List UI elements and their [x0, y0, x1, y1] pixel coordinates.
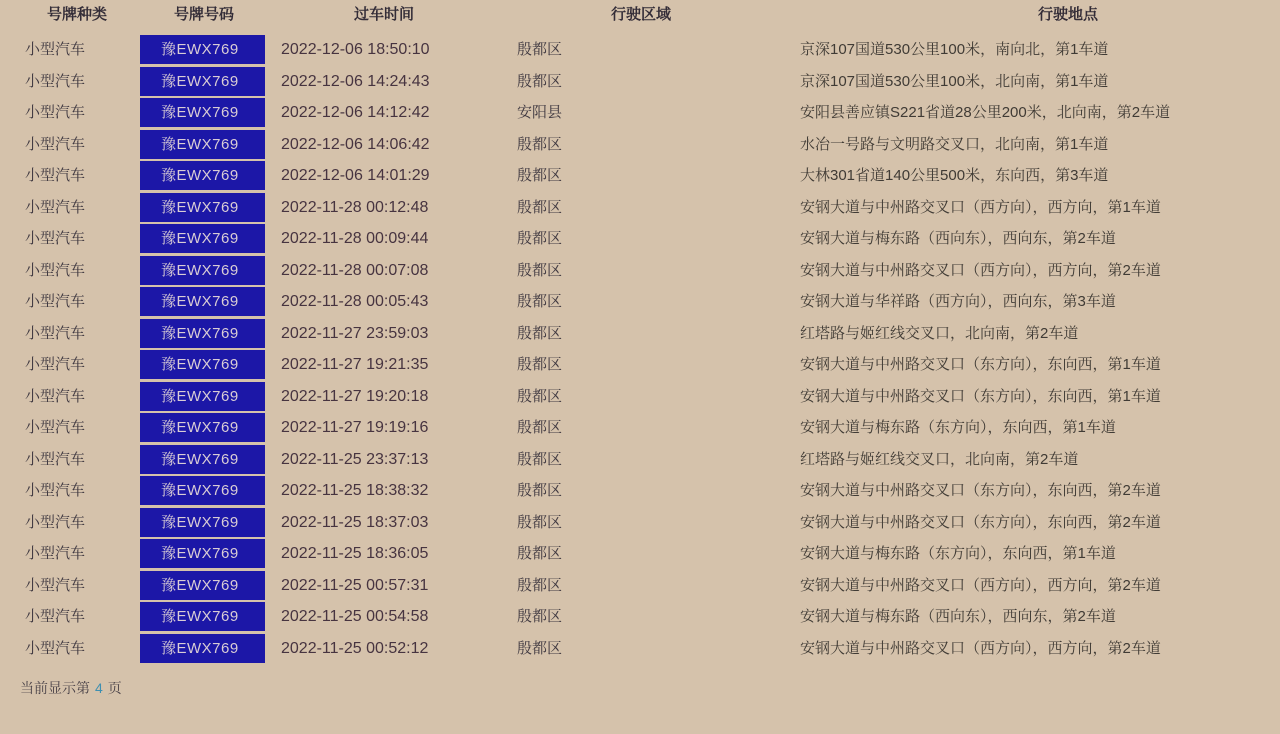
- column-header-location: 行驶地点: [1037, 6, 1099, 23]
- location-cell: 安钢大道与中州路交叉口（东方向），东向西，第2车道: [800, 482, 1161, 499]
- pass-time-cell: 2022-11-25 23:37:13: [281, 450, 429, 468]
- plate-type-cell: 小型汽车: [25, 324, 86, 342]
- plate-type-cell: 小型汽车: [25, 198, 86, 216]
- table-row: [0, 538, 1280, 570]
- plate-number-cell: [140, 66, 265, 98]
- plate-number-badge[interactable]: 豫EWX769: [140, 413, 265, 442]
- column-header-plate-number: 号牌号码: [173, 6, 235, 23]
- plate-type-cell: 小型汽车: [25, 104, 86, 121]
- plate-number-cell: [140, 318, 265, 350]
- region-cell: 安阳县: [517, 104, 563, 121]
- location-cell: 安钢大道与中州路交叉口（东方向），东向西，第1车道: [800, 356, 1161, 373]
- region-cell: 殷都区: [517, 324, 563, 342]
- region-cell: 殷都区: [517, 41, 563, 58]
- table-row: [0, 160, 1280, 192]
- pass-time-cell: 2022-11-27 23:59:03: [281, 324, 429, 342]
- location-cell: 安钢大道与中州路交叉口（东方向），东向西，第1车道: [800, 387, 1161, 405]
- region-cell: 殷都区: [517, 450, 563, 468]
- plate-number-badge[interactable]: 豫EWX769: [140, 98, 265, 127]
- table-row: [0, 349, 1280, 381]
- plate-number-cell: [140, 192, 265, 224]
- column-header-region: 行驶区域: [610, 6, 672, 23]
- pass-time-cell: 2022-12-06 18:50:10: [281, 41, 430, 58]
- table-row: [0, 223, 1280, 255]
- location-cell: 安钢大道与中州路交叉口（西方向），西方向，第2车道: [800, 261, 1161, 279]
- region-cell: 殷都区: [517, 419, 563, 436]
- location-cell: 红塔路与姬红线交叉口，北向南，第2车道: [800, 324, 1079, 342]
- plate-number-badge[interactable]: 豫EWX769: [140, 476, 265, 505]
- table-row: [0, 97, 1280, 129]
- pass-time-cell: 2022-11-25 18:37:03: [281, 513, 429, 531]
- location-cell: 安钢大道与中州路交叉口（东方向），东向西，第2车道: [800, 513, 1161, 531]
- plate-number-badge[interactable]: 豫EWX769: [140, 508, 265, 537]
- region-cell: 殷都区: [517, 230, 563, 247]
- plate-number-badge[interactable]: 豫EWX769: [140, 193, 265, 222]
- region-cell: 殷都区: [517, 513, 563, 531]
- pagination-status: [20, 678, 122, 698]
- plate-number-badge[interactable]: 豫EWX769: [140, 287, 265, 316]
- table-row: [0, 318, 1280, 350]
- table-row: [0, 255, 1280, 287]
- region-cell: 殷都区: [517, 72, 563, 90]
- plate-type-cell: 小型汽车: [25, 387, 86, 405]
- column-header-plate-type: 号牌种类: [46, 6, 108, 23]
- pagination-prefix: 当前显示第: [20, 680, 90, 696]
- plate-type-cell: 小型汽车: [25, 135, 86, 153]
- plate-type-cell: 小型汽车: [25, 293, 86, 310]
- plate-type-cell: 小型汽车: [25, 639, 86, 657]
- region-cell: 殷都区: [517, 482, 563, 499]
- location-cell: 安钢大道与华祥路（西方向），西向东，第3车道: [800, 293, 1116, 310]
- pass-time-cell: 2022-12-06 14:24:43: [281, 72, 430, 90]
- plate-number-cell: [140, 255, 265, 287]
- pass-time-cell: 2022-11-27 19:19:16: [281, 419, 429, 436]
- pass-time-cell: 2022-11-27 19:20:18: [281, 387, 429, 405]
- pass-time-cell: 2022-11-25 00:52:12: [281, 639, 429, 657]
- plate-type-cell: 小型汽车: [25, 419, 86, 436]
- plate-number-cell: [140, 570, 265, 602]
- location-cell: 安钢大道与梅东路（西向东），西向东，第2车道: [800, 230, 1116, 247]
- pass-time-cell: 2022-11-28 00:05:43: [281, 293, 429, 310]
- plate-type-cell: 小型汽车: [25, 545, 86, 562]
- table-row: [0, 507, 1280, 539]
- plate-number-cell: [140, 601, 265, 633]
- plate-type-cell: 小型汽车: [25, 482, 86, 499]
- pass-time-cell: 2022-11-25 00:57:31: [281, 576, 429, 594]
- table-row: [0, 34, 1280, 66]
- table-row: [0, 286, 1280, 318]
- plate-type-cell: 小型汽车: [25, 230, 86, 247]
- plate-type-cell: 小型汽车: [25, 41, 86, 58]
- plate-number-cell: [140, 444, 265, 476]
- plate-number-badge[interactable]: 豫EWX769: [140, 67, 265, 96]
- location-cell: 京深107国道530公里100米，北向南，第1车道: [800, 72, 1109, 90]
- plate-type-cell: 小型汽车: [25, 72, 86, 90]
- plate-number-badge[interactable]: 豫EWX769: [140, 130, 265, 159]
- region-cell: 殷都区: [517, 261, 563, 279]
- region-cell: 殷都区: [517, 387, 563, 405]
- pagination-suffix: 页: [107, 680, 122, 696]
- pass-time-cell: 2022-11-28 00:12:48: [281, 198, 429, 216]
- region-cell: 殷都区: [517, 576, 563, 594]
- pass-time-cell: 2022-12-06 14:12:42: [281, 104, 430, 121]
- plate-number-badge[interactable]: 豫EWX769: [140, 256, 265, 285]
- plate-number-cell: [140, 223, 265, 255]
- plate-number-badge[interactable]: 豫EWX769: [140, 602, 265, 631]
- plate-type-cell: 小型汽车: [25, 450, 86, 468]
- location-cell: 安阳县善应镇S221省道28公里200米，北向南，第2车道: [800, 104, 1171, 121]
- table-row: [0, 412, 1280, 444]
- location-cell: 安钢大道与中州路交叉口（西方向），西方向，第1车道: [800, 198, 1161, 216]
- location-cell: 安钢大道与梅东路（东方向），东向西，第1车道: [800, 545, 1116, 562]
- region-cell: 殷都区: [517, 198, 563, 216]
- table-row: [0, 129, 1280, 161]
- plate-number-cell: [140, 349, 265, 381]
- plate-number-cell: [140, 160, 265, 192]
- plate-type-cell: 小型汽车: [25, 356, 86, 373]
- plate-number-badge[interactable]: 豫EWX769: [140, 319, 265, 348]
- pass-time-cell: 2022-11-25 18:38:32: [281, 482, 429, 499]
- column-header-pass-time: 过车时间: [353, 6, 415, 23]
- table-row: [0, 570, 1280, 602]
- location-cell: 京深107国道530公里100米，南向北，第1车道: [800, 41, 1109, 58]
- plate-type-cell: 小型汽车: [25, 167, 86, 184]
- location-cell: 安钢大道与梅东路（东方向），东向西，第1车道: [800, 419, 1116, 436]
- location-cell: 大林301省道140公里500米，东向西，第3车道: [800, 167, 1109, 184]
- region-cell: 殷都区: [517, 545, 563, 562]
- table-row: [0, 66, 1280, 98]
- plate-type-cell: 小型汽车: [25, 576, 86, 594]
- table-header: [0, 0, 1280, 34]
- plate-number-badge[interactable]: 豫EWX769: [140, 382, 265, 411]
- table-row: [0, 601, 1280, 633]
- region-cell: 殷都区: [517, 356, 563, 373]
- plate-number-badge[interactable]: 豫EWX769: [140, 634, 265, 663]
- location-cell: 安钢大道与中州路交叉口（西方向），西方向，第2车道: [800, 576, 1161, 594]
- plate-type-cell: 小型汽车: [25, 513, 86, 531]
- table-row: [0, 381, 1280, 413]
- table-row: [0, 633, 1280, 665]
- location-cell: 水冶一号路与文明路交叉口，北向南，第1车道: [800, 135, 1109, 153]
- region-cell: 殷都区: [517, 639, 563, 657]
- location-cell: 安钢大道与中州路交叉口（西方向），西方向，第2车道: [800, 639, 1161, 657]
- table-body: [0, 34, 1280, 664]
- plate-number-badge[interactable]: 豫EWX769: [140, 161, 265, 190]
- pass-time-cell: 2022-11-27 19:21:35: [281, 356, 429, 373]
- plate-number-cell: [140, 412, 265, 444]
- plate-type-cell: 小型汽车: [25, 261, 86, 279]
- pass-time-cell: 2022-12-06 14:01:29: [281, 167, 430, 184]
- plate-number-cell: [140, 34, 265, 66]
- plate-number-cell: [140, 97, 265, 129]
- pass-time-cell: 2022-11-28 00:07:08: [281, 261, 429, 279]
- location-cell: 红塔路与姬红线交叉口，北向南，第2车道: [800, 450, 1079, 468]
- pass-time-cell: 2022-11-28 00:09:44: [281, 230, 429, 247]
- plate-number-cell: [140, 381, 265, 413]
- plate-number-badge[interactable]: 豫EWX769: [140, 539, 265, 568]
- plate-number-cell: [140, 633, 265, 665]
- plate-number-cell: [140, 286, 265, 318]
- pass-time-cell: 2022-11-25 18:36:05: [281, 545, 429, 562]
- plate-number-badge[interactable]: 豫EWX769: [140, 571, 265, 600]
- plate-number-cell: [140, 129, 265, 161]
- table-row: [0, 475, 1280, 507]
- plate-number-cell: [140, 475, 265, 507]
- region-cell: 殷都区: [517, 167, 563, 184]
- region-cell: 殷都区: [517, 135, 563, 153]
- region-cell: 殷都区: [517, 608, 563, 625]
- region-cell: 殷都区: [517, 293, 563, 310]
- plate-number-badge[interactable]: 豫EWX769: [140, 224, 265, 253]
- table-row: [0, 444, 1280, 476]
- plate-type-cell: 小型汽车: [25, 608, 86, 625]
- plate-number-badge[interactable]: 豫EWX769: [140, 445, 265, 474]
- plate-number-cell: [140, 507, 265, 539]
- pass-time-cell: 2022-11-25 00:54:58: [281, 608, 429, 625]
- table-row: [0, 192, 1280, 224]
- current-page-number: 4: [95, 680, 103, 696]
- plate-number-cell: [140, 538, 265, 570]
- location-cell: 安钢大道与梅东路（西向东），西向东，第2车道: [800, 608, 1116, 625]
- plate-number-badge[interactable]: 豫EWX769: [140, 350, 265, 379]
- plate-number-badge[interactable]: 豫EWX769: [140, 35, 265, 64]
- pass-time-cell: 2022-12-06 14:06:42: [281, 135, 430, 153]
